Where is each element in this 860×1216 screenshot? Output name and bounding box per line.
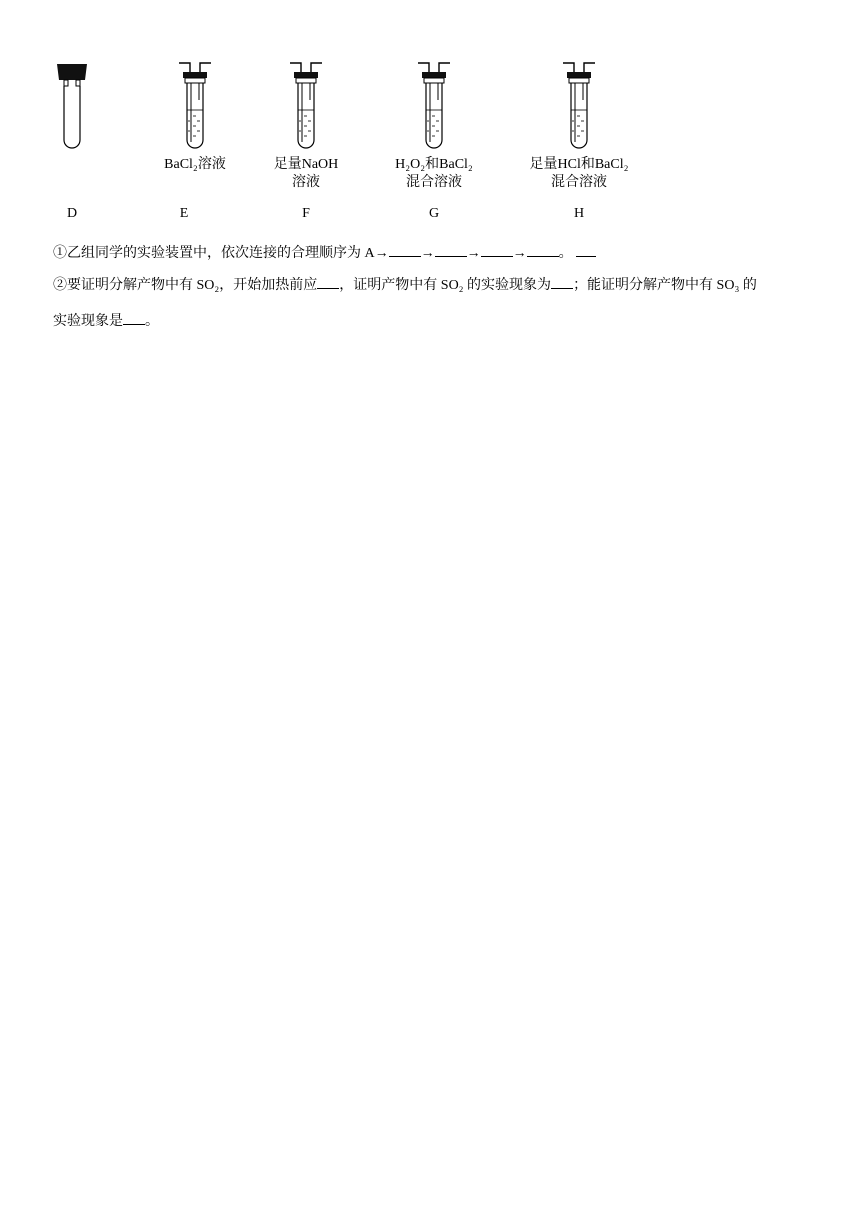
answer-blank-7[interactable]: [551, 274, 573, 289]
apparatus-figure: [0, 60, 860, 230]
reagent-f-label-line1: 足量NaOH: [273, 157, 339, 172]
answer-blank-5[interactable]: [576, 242, 596, 257]
gas-washing-tube-f-icon: [286, 60, 326, 152]
apparatus-e-letter: E: [179, 206, 189, 221]
arrow-2: →: [466, 246, 481, 261]
question-2-part1: ②要证明分解产物中有 SO₂，开始加热前应: [53, 278, 318, 293]
gas-washing-tube-e-icon: [175, 60, 215, 152]
answer-blank-2[interactable]: [435, 242, 467, 257]
reagent-h-label-line2: 混合溶液: [551, 175, 607, 190]
reagent-g-label-line1: H₂O₂和BaCl₂: [395, 157, 473, 172]
apparatus-g-letter: G: [428, 206, 440, 221]
question-2-part3: ；能证明分解产物中有 SO₃ 的: [573, 278, 757, 293]
reagent-h-label-line1: 足量HCl和BaCl₂: [529, 157, 629, 172]
gas-washing-tube-g-icon: [414, 60, 454, 152]
apparatus-h: [524, 60, 634, 192]
apparatus-d-letter: D: [66, 206, 78, 221]
apparatus-f-letter: F: [302, 206, 310, 221]
answer-blank-1[interactable]: [389, 242, 421, 257]
reagent-e-label: BaCl₂溶液: [164, 157, 226, 172]
question-2-period: 。: [145, 314, 159, 329]
answer-blank-6[interactable]: [317, 274, 339, 289]
answer-blank-8[interactable]: [123, 310, 145, 325]
answer-blank-4[interactable]: [527, 242, 559, 257]
question-1-period: 。: [558, 246, 573, 261]
reagent-f-label-line2: 溶液: [292, 175, 320, 190]
arrow-3: →: [512, 246, 527, 261]
apparatus-e: [155, 60, 235, 174]
question-1: [53, 242, 596, 264]
apparatus-d: [52, 60, 92, 152]
apparatus-g: [384, 60, 484, 192]
question-1-text: ①乙组同学的实验装置中，依次连接的合理顺序为 A→: [53, 246, 389, 261]
test-tube-d-icon: [52, 60, 92, 152]
question-2-part4: 实验现象是: [53, 314, 123, 329]
reagent-g-label-line2: 混合溶液: [406, 175, 462, 190]
answer-blank-3[interactable]: [481, 242, 513, 257]
question-2-part2: ，证明产物中有 SO₂ 的实验现象为: [339, 278, 552, 293]
arrow-1: →: [420, 246, 435, 261]
apparatus-f: [266, 60, 346, 192]
question-2-line2: [53, 310, 159, 332]
apparatus-h-letter: H: [573, 206, 585, 221]
gas-washing-tube-h-icon: [559, 60, 599, 152]
question-2-line1: [53, 274, 757, 296]
